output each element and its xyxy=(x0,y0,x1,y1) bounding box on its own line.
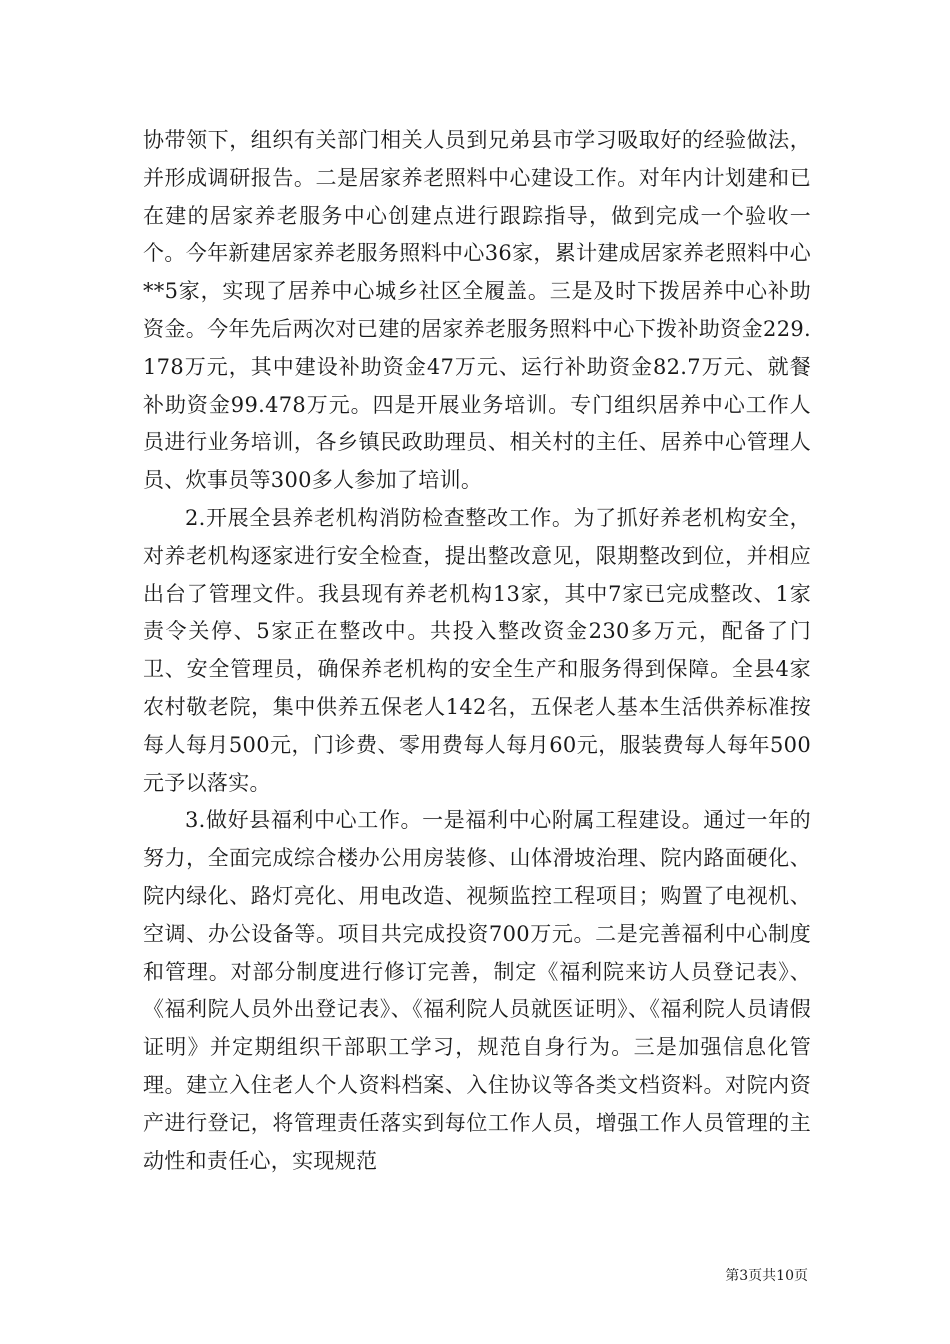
paragraph-section-3: 3.做好县福利中心工作。一是福利中心附属工程建设。通过一年的努力，全面完成综合楼办公用房装修、山体滑坡治理、院内路面硬化、院内绿化、路灯亮化、用电改造、视频监控工程项目；购置了电视机、空调、办公设备等。项目共完成投资700万元。二是完善福利中心制度和管理。对部分制度进行修订完善，制定《福利院来访人员登记表》、《福利院人员外出登记表》、《福利院人员就医证明》、《福利院人员请假证明》并定期组织干部职工学习，规范自身行为。三是加强信息化管理。建立入住老人个人资料档案、入住协议等各类文档资料。对院内资产进行登记，将管理责任落实到每位工作人员，增强工作人员管理的主动性和责任心，实现规范 xyxy=(143,808,811,1173)
page-number-footer: 第3页共10页 xyxy=(725,1268,808,1284)
paragraph-continued: 协带领下，组织有关部门相关人员到兄弟县市学习吸取好的经验做法，并形成调研报告。二是居家养老照料中心建设工作。对年内计划建和已在建的居家养老服务中心创建点进行跟踪指导，做到完成一个验收一个。今年新建居家养老服务照料中心36家，累计建成居家养老照料中心**5家，实现了居养中心城乡社区全履盖。三是及时下拨居养中心补助资金。今年先后两次对已建的居家养老服务照料中心下拨补助资金229.178万元，其中建设补助资金47万元、运行补助资金82.7万元、就餐补助资金99.478万元。四是开展业务培训。专门组织居养中心工作人员进行业务培训，各乡镇民政助理员、相关村的主任、居养中心管理人员、炊事员等300多人参加了培训。 xyxy=(143,128,811,493)
body-text xyxy=(143,122,811,1180)
paragraph-section-2: 2.开展全县养老机构消防检查整改工作。为了抓好养老机构安全，对养老机构逐家进行安全检查，提出整改意见，限期整改到位，并相应出台了管理文件。我县现有养老机构13家，其中7家已完成整改、1家责令关停、5家正在整改中。共投入整改资金230多万元，配备了门卫、安全管理员，确保养老机构的安全生产和服务得到保障。全县4家农村敬老院，集中供养五保老人142名，五保老人基本生活供养标准按每人每月500元，门诊费、零用费每人每月60元，服装费每人每年500元予以落实。 xyxy=(143,505,811,795)
